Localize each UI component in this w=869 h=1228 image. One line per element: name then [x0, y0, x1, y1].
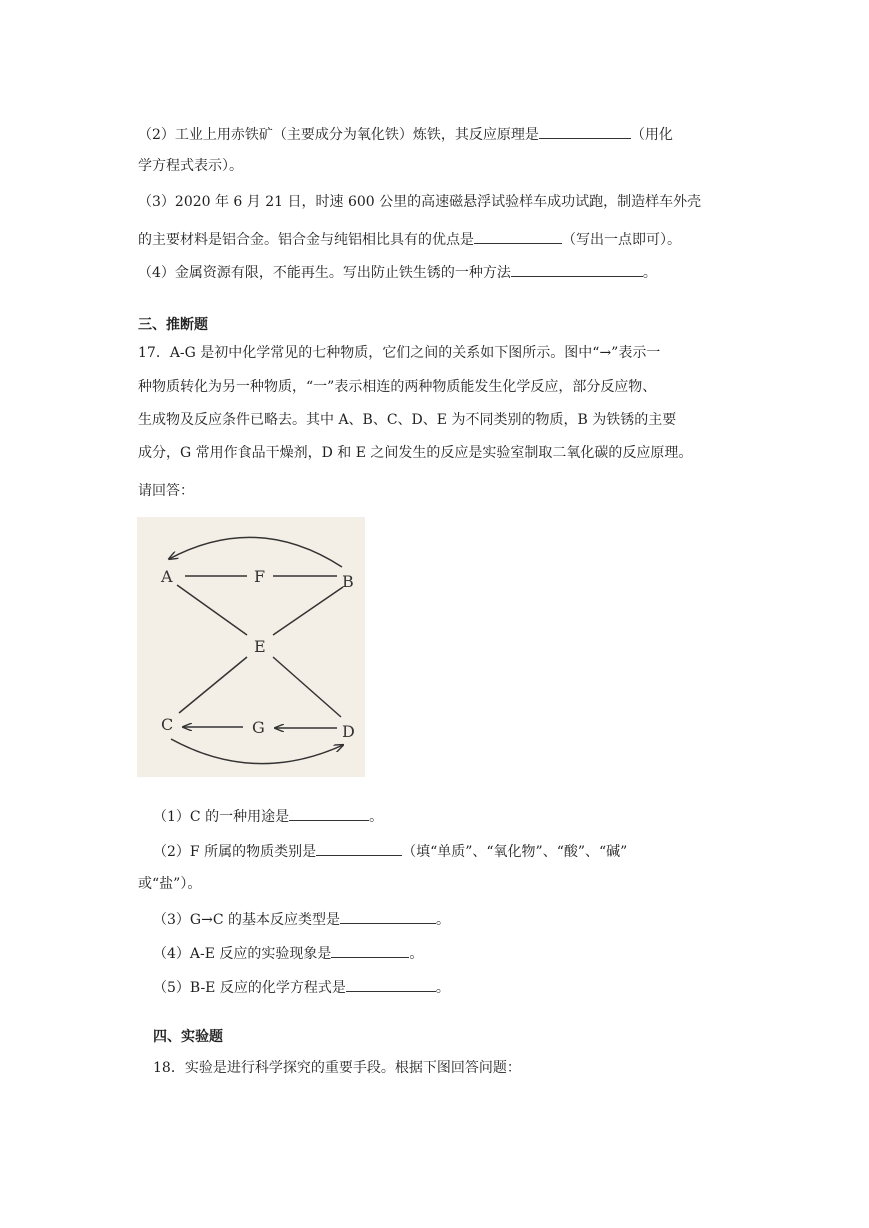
- node-g: G: [252, 718, 265, 737]
- answer-blank[interactable]: [340, 909, 436, 924]
- q17-sub4-tail: 。: [409, 946, 424, 962]
- q17-sub2-line1: [153, 841, 627, 861]
- q16-part3-text-tail: （写出一点即可）。: [562, 232, 681, 248]
- answer-blank[interactable]: [289, 806, 369, 821]
- node-d: D: [342, 722, 355, 741]
- q17-line2: 种物质转化为另一种物质，“一”表示相连的两种物质能发生化学反应，部分反应物、: [138, 379, 657, 395]
- section-four-title: 四、实验题: [153, 1029, 223, 1045]
- q17-sub2-text: （2）F 所属的物质类别是: [153, 844, 317, 860]
- q16-part4-text: （4）金属资源有限，不能再生。写出防止铁生锈的一种方法: [138, 265, 511, 281]
- answer-blank[interactable]: [474, 229, 562, 244]
- q16-part2-text-tail: （用化: [630, 127, 673, 143]
- node-f: F: [254, 567, 266, 586]
- q17-line1: 17．A-G 是初中化学常见的七种物质，它们之间的关系如下图所示。图中“→”表示一: [138, 345, 661, 361]
- line-e-d: [273, 657, 341, 717]
- node-e: E: [254, 637, 266, 656]
- q16-part2-line1: [138, 124, 673, 144]
- q16-part2-line2: 学方程式表示）。: [138, 158, 243, 174]
- q16-part4-text-tail: 。: [642, 265, 657, 281]
- section-three-title: 三、推断题: [138, 317, 208, 333]
- answer-blank[interactable]: [511, 262, 643, 277]
- answer-blank[interactable]: [539, 124, 631, 139]
- q17-sub2-tail: （填“单质”、“氧化物”、“酸”、“碱”: [402, 844, 628, 860]
- q16-part3-line1: （3）2020 年 6 月 21 日，时速 600 公里的高速磁悬浮试验样车成功试跑，制造样车外壳: [138, 194, 702, 210]
- answer-blank[interactable]: [331, 943, 409, 958]
- arrow-b-to-a: [169, 537, 342, 567]
- q17-sub1-text: （1）C 的一种用途是: [153, 809, 290, 825]
- q17-sub3: [153, 909, 450, 929]
- q17-sub5: [153, 977, 450, 997]
- q16-part3-line2: [138, 229, 681, 249]
- q17-line5: 请回答：: [138, 483, 194, 499]
- q17-sub1: [153, 806, 383, 826]
- node-a: A: [161, 567, 173, 586]
- node-b: B: [342, 572, 354, 591]
- substance-relationship-diagram: [137, 517, 365, 777]
- q17-sub5-tail: 。: [435, 980, 450, 996]
- q17-sub5-text: （5）B-E 反应的化学方程式是: [153, 980, 346, 996]
- line-b-e: [273, 587, 343, 635]
- q17-sub3-tail: 。: [435, 912, 450, 928]
- line-a-e: [177, 585, 247, 635]
- arrow-c-to-d: [171, 739, 343, 764]
- answer-blank[interactable]: [346, 977, 436, 992]
- q16-part2-text: （2）工业上用赤铁矿（主要成分为氧化铁）炼铁，其反应原理是: [138, 127, 539, 143]
- line-e-c: [179, 657, 247, 713]
- q17-sub4: [153, 943, 423, 963]
- q16-part4-line: [138, 262, 657, 282]
- q17-sub1-tail: 。: [369, 809, 384, 825]
- q17-line3: 生成物及反应条件已略去。其中 A、B、C、D、E 为不同类别的物质，B 为铁锈的主要: [138, 412, 677, 428]
- q17-sub2-line2: 或“盐”）。: [138, 876, 202, 892]
- node-c: C: [161, 715, 174, 734]
- q18-text: 18．实验是进行科学探究的重要手段。根据下图回答问题：: [153, 1060, 521, 1076]
- q16-part3-text: 的主要材料是铝合金。铝合金与纯铝相比具有的优点是: [138, 232, 474, 248]
- q17-sub3-text: （3）G→C 的基本反应类型是: [153, 912, 340, 928]
- answer-blank[interactable]: [316, 841, 402, 856]
- q17-line4: 成分，G 常用作食品干燥剂，D 和 E 之间发生的反应是实验室制取二氧化碳的反应原理。: [138, 445, 693, 461]
- q17-sub4-text: （4）A-E 反应的实验现象是: [153, 946, 332, 962]
